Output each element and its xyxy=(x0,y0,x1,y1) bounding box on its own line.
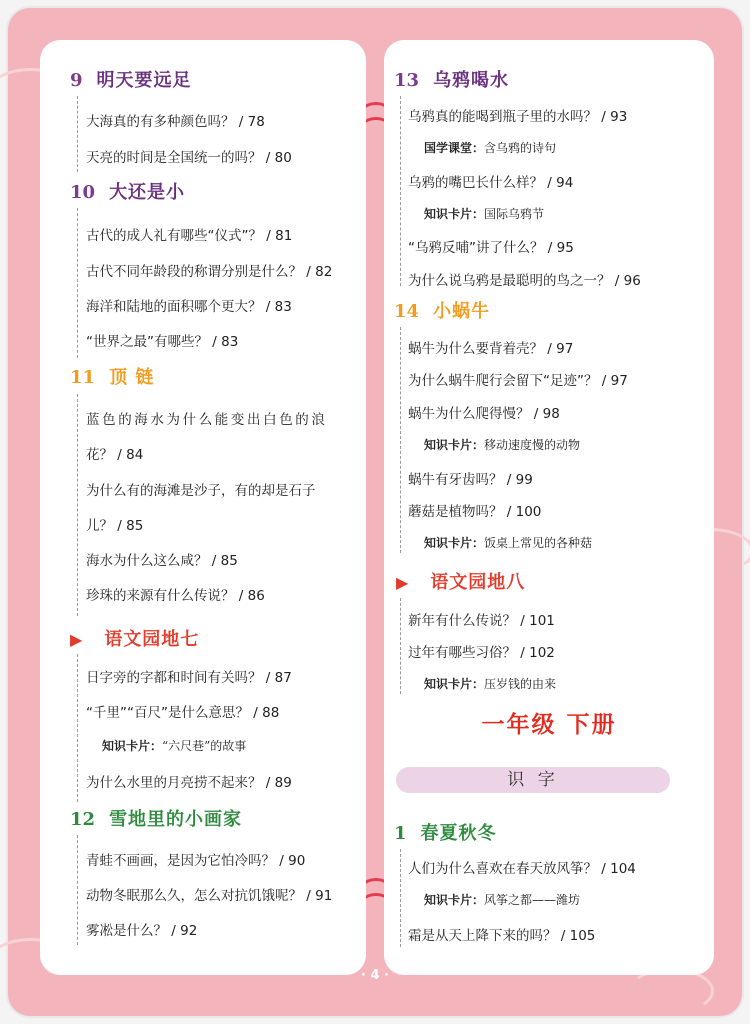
section-number: 11 xyxy=(70,367,96,388)
section-title: 春夏秋冬 xyxy=(420,823,497,844)
toc-entry[interactable]: 新年有什么传说？ / 101 xyxy=(408,613,555,629)
toc-entry[interactable]: 乌鸦真的能喝到瓶子里的水吗？ / 93 xyxy=(408,109,628,125)
card-label: 知识卡片： xyxy=(424,438,485,452)
card-text: “六尺巷”的故事 xyxy=(162,739,247,753)
toc-entry[interactable]: 儿？ / 85 xyxy=(86,518,144,534)
section-title: 小蜗牛 xyxy=(433,301,491,322)
knowledge-card-entry[interactable] xyxy=(102,737,246,754)
toc-entry[interactable]: 天亮的时间是全国统一的吗？ / 80 xyxy=(86,150,292,166)
section-heading[interactable] xyxy=(70,66,192,92)
card-label: 知识卡片： xyxy=(102,739,163,753)
toc-entry[interactable]: 为什么蜗牛爬行会留下“足迹”？ / 97 xyxy=(408,373,628,389)
dashed-divider xyxy=(400,598,401,694)
section-title: 大还是小 xyxy=(109,182,186,203)
section-heading[interactable] xyxy=(70,625,199,651)
toc-entry[interactable]: 蓝色的海水为什么能变出白色的浪 xyxy=(86,412,328,428)
toc-entry[interactable]: 为什么说乌鸦是最聪明的鸟之一？ / 96 xyxy=(408,273,641,289)
toc-entry[interactable]: 古代的成人礼有哪些“仪式”？ / 81 xyxy=(86,228,293,244)
card-label: 知识卡片： xyxy=(424,536,485,550)
knowledge-card-entry[interactable] xyxy=(424,436,580,453)
card-text: 饭桌上常见的各种菇 xyxy=(484,536,593,550)
grade-title: 一年级 下册 xyxy=(481,712,617,738)
card-text: 压岁钱的由来 xyxy=(484,677,557,691)
dashed-divider xyxy=(77,654,78,802)
dashed-divider xyxy=(77,835,78,945)
toc-entry[interactable]: 蜗牛为什么要背着壳？ / 97 xyxy=(408,341,574,357)
toc-entry[interactable]: 蜗牛为什么爬得慢？ / 98 xyxy=(408,406,560,422)
toc-entry[interactable]: “乌鸦反哺”讲了什么？ / 95 xyxy=(408,240,574,256)
section-number: 9 xyxy=(70,70,83,91)
dashed-divider xyxy=(77,96,78,172)
toc-entry[interactable]: 日字旁的字都和时间有关吗？ / 87 xyxy=(86,670,292,686)
card-label: 国学课堂： xyxy=(424,141,485,155)
section-heading[interactable] xyxy=(70,805,242,831)
section-title: 乌鸦喝水 xyxy=(433,70,510,91)
toc-entry[interactable]: 花？ / 84 xyxy=(86,447,144,463)
card-label: 知识卡片： xyxy=(424,893,485,907)
card-text: 风筝之都——潍坊 xyxy=(484,893,581,907)
section-title: 明天要远足 xyxy=(96,70,192,91)
arrow-marker-icon: ▶ xyxy=(70,630,83,649)
card-text: 国际乌鸦节 xyxy=(484,207,545,221)
toc-entry[interactable]: “世界之最”有哪些？ / 83 xyxy=(86,334,239,350)
unit-bar[interactable]: 识 字 xyxy=(396,767,670,793)
knowledge-card-entry[interactable] xyxy=(424,675,556,692)
dashed-divider xyxy=(400,849,401,947)
section-title: 语文园地八 xyxy=(430,572,526,593)
arrow-marker-icon: ▶ xyxy=(396,573,409,592)
page-number: · 4 · xyxy=(361,968,389,983)
dashed-divider xyxy=(77,208,78,358)
card-text: 移动速度慢的动物 xyxy=(484,438,581,452)
section-title: 顶 链 xyxy=(109,367,155,388)
dashed-divider xyxy=(400,96,401,286)
toc-entry[interactable]: 动物冬眠那么久，怎么对抗饥饿呢？ / 91 xyxy=(86,888,333,904)
section-title: 雪地里的小画家 xyxy=(109,809,243,830)
toc-entry[interactable]: 青蛙不画画，是因为它怕冷吗？ / 90 xyxy=(86,853,306,869)
toc-entry[interactable]: 海水为什么这么咸？ / 85 xyxy=(86,553,238,569)
toc-entry[interactable]: 古代不同年龄段的称谓分别是什么？ / 82 xyxy=(86,264,333,280)
section-number: 1 xyxy=(394,823,407,844)
toc-entry[interactable]: 人们为什么喜欢在春天放风筝？ / 104 xyxy=(408,861,636,877)
section-heading[interactable] xyxy=(70,178,185,204)
section-number: 10 xyxy=(70,182,96,203)
section-heading[interactable] xyxy=(70,363,154,389)
toc-entry[interactable]: 雾凇是什么？ / 92 xyxy=(86,923,198,939)
toc-entry[interactable]: 大海真的有多种颜色吗？ / 78 xyxy=(86,114,265,130)
section-title: 语文园地七 xyxy=(104,629,200,650)
section-heading[interactable] xyxy=(394,66,509,92)
dashed-divider xyxy=(77,394,78,616)
section-heading[interactable] xyxy=(394,297,490,323)
knowledge-card-entry[interactable] xyxy=(424,534,592,551)
left-page xyxy=(40,40,366,975)
section-heading[interactable] xyxy=(396,568,525,594)
toc-entry[interactable]: 为什么有的海滩是沙子，有的却是石子 xyxy=(86,483,316,499)
knowledge-card-entry[interactable] xyxy=(424,205,544,222)
knowledge-card-entry[interactable] xyxy=(424,139,556,156)
toc-entry[interactable]: 珍珠的来源有什么传说？ / 86 xyxy=(86,588,265,604)
card-label: 知识卡片： xyxy=(424,677,485,691)
toc-entry[interactable]: 海洋和陆地的面积哪个更大？ / 83 xyxy=(86,299,292,315)
toc-entry[interactable]: 蜗牛有牙齿吗？ / 99 xyxy=(408,472,533,488)
toc-entry[interactable]: 过年有哪些习俗？ / 102 xyxy=(408,645,555,661)
toc-entry[interactable]: 乌鸦的嘴巴长什么样？ / 94 xyxy=(408,175,574,191)
right-page xyxy=(384,40,714,975)
section-heading[interactable] xyxy=(394,819,497,845)
toc-entry[interactable]: “千里”“百尺”是什么意思？ / 88 xyxy=(86,705,280,721)
knowledge-card-entry[interactable] xyxy=(424,891,580,908)
section-number: 13 xyxy=(394,70,420,91)
toc-entry[interactable]: 蘑菇是植物吗？ / 100 xyxy=(408,504,542,520)
dashed-divider xyxy=(400,327,401,553)
toc-entry[interactable]: 霜是从天上降下来的吗？ / 105 xyxy=(408,928,596,944)
section-number: 12 xyxy=(70,809,96,830)
toc-entry[interactable]: 为什么水里的月亮捞不起来？ / 89 xyxy=(86,775,292,791)
section-number: 14 xyxy=(394,301,420,322)
card-text: 含乌鸦的诗句 xyxy=(484,141,557,155)
card-label: 知识卡片： xyxy=(424,207,485,221)
